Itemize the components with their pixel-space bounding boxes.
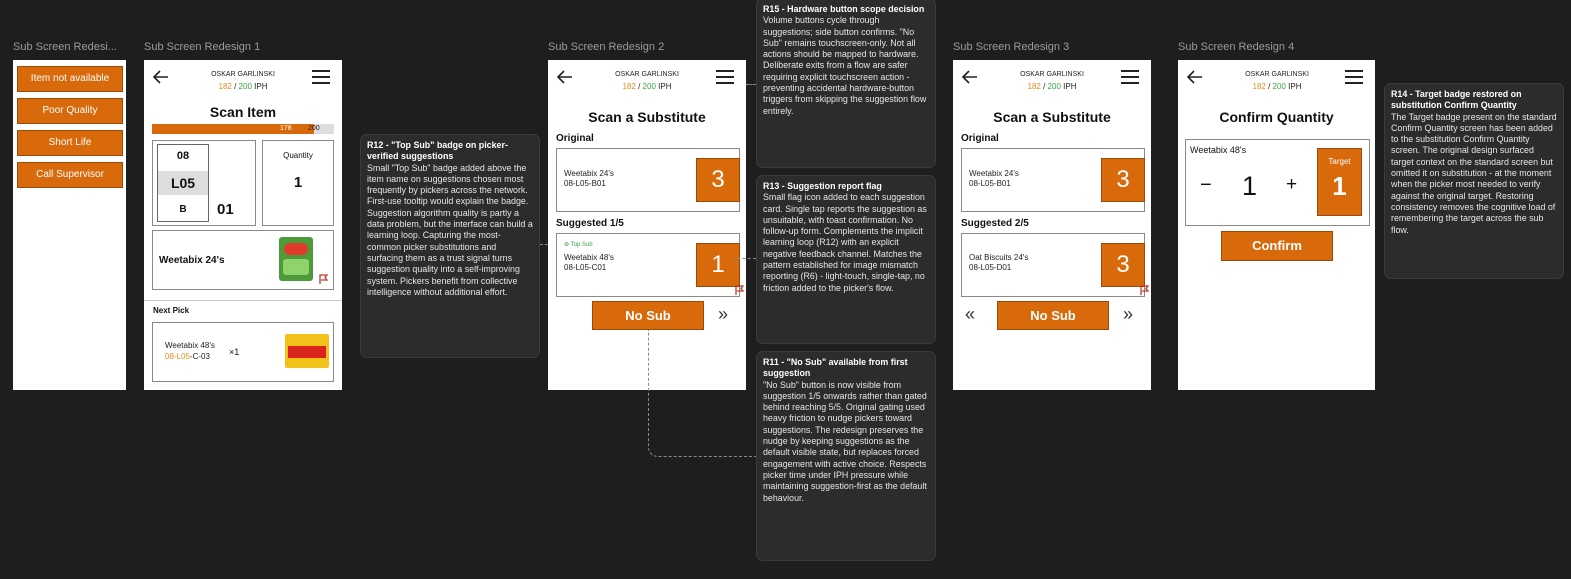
- picker-name: OSKAR GARLINSKI: [615, 71, 679, 78]
- suggested-item-name: Oat Biscuits 24's: [969, 253, 1029, 262]
- progress-bar: [152, 124, 334, 134]
- report-flag-icon[interactable]: [735, 285, 745, 295]
- original-card: [556, 148, 740, 212]
- confirm-button[interactable]: Confirm: [1221, 231, 1333, 261]
- next-item-name: Weetabix 48's: [165, 341, 215, 350]
- original-item-location: 08-L05-B01: [969, 179, 1011, 188]
- scan-substitute-screen-2: [953, 60, 1151, 390]
- reason-item-not-available-button[interactable]: Item not available: [17, 66, 123, 92]
- suggested-qty-badge: 3: [1101, 243, 1145, 287]
- reason-short-life-button[interactable]: Short Life: [17, 130, 123, 156]
- confirm-card: [1185, 139, 1370, 226]
- no-sub-button[interactable]: No Sub: [997, 301, 1109, 330]
- iph-counter: 182 / 200 IPH: [218, 82, 268, 91]
- progress-value: 178: [280, 125, 292, 132]
- original-item-name: Weetabix 24's: [564, 169, 614, 178]
- connector-r11: [648, 330, 757, 457]
- next-item-location: 08-L05-C-03: [165, 352, 210, 361]
- location-box: [152, 140, 256, 226]
- connector-r15: [746, 84, 756, 85]
- page-title: Confirm Quantity: [1219, 109, 1334, 125]
- no-sub-button[interactable]: No Sub: [592, 301, 704, 330]
- page-title: Scan a Substitute: [588, 109, 706, 125]
- suggestion-card[interactable]: [556, 233, 740, 297]
- reasons-screen: [13, 60, 126, 390]
- item-name: Weetabix 24's: [159, 255, 225, 266]
- original-qty-badge: 3: [1101, 158, 1145, 202]
- progress-total: 200: [308, 125, 320, 132]
- menu-icon[interactable]: [312, 70, 330, 84]
- page-title: Scan a Substitute: [993, 109, 1111, 125]
- connector-r13: [732, 258, 756, 259]
- menu-icon[interactable]: [1345, 70, 1363, 84]
- suggested-label: Suggested 2/5: [961, 218, 1029, 229]
- next-suggestion-icon[interactable]: »: [718, 304, 729, 324]
- quantity-value: 1: [1242, 171, 1258, 201]
- product-image: [279, 237, 313, 281]
- iph-counter: 182 / 200 IPH: [1027, 82, 1077, 91]
- decrement-button[interactable]: −: [1200, 174, 1212, 196]
- report-flag-icon[interactable]: [1140, 285, 1150, 295]
- note-r13: R13 - Suggestion report flag Small flag icon added to each suggestion card. Single tap reports the suggestion as unsuitable, with toast confirmation. No follow-up form. Complements the implicit learning loop (R12) with an explicit negative feedback channel. Matches the pattern established for image mismatch reporting (R6) - light-touch, single-tap, no friction added to the picker's flow.: [756, 175, 936, 344]
- iph-counter: 182 / 200 IPH: [1252, 82, 1302, 91]
- next-item-qty: ×1: [229, 347, 240, 357]
- menu-icon[interactable]: [716, 70, 734, 84]
- note-r12: R12 - "Top Sub" badge on picker-verified suggestions Small "Top Sub" badge added above the item name on suggestions chosen most frequently by pickers across the network. First-use tooltip would explain the badge. Suggestion algorithm quality is partly a data problem, but the interface can build a learning loop. Capturing the most-common picker substitutions and surfacing them as a trust signal turns suggestion quality into a self-improving system. Pickers benefit from collective intelligence without additional effort.: [360, 134, 540, 358]
- confirm-item-name: Weetabix 48's: [1190, 145, 1247, 155]
- iph-counter: 182 / 200 IPH: [622, 82, 672, 91]
- report-flag-icon[interactable]: [319, 274, 329, 284]
- frame-label-reasons: Sub Screen Redesi...: [13, 41, 117, 53]
- reason-call-supervisor-button[interactable]: Call Supervisor: [17, 162, 123, 188]
- original-label: Original: [556, 133, 594, 144]
- quantity-box: Quantity 1: [262, 140, 334, 226]
- picker-name: OSKAR GARLINSKI: [1020, 71, 1084, 78]
- back-arrow-icon[interactable]: [152, 68, 170, 86]
- frame-label-screen-3: Sub Screen Redesign 3: [953, 41, 1070, 53]
- note-r15: R15 - Hardware button scope decision Volume buttons cycle through suggestions; side button confirms. "No Sub" remains touchscreen-only. Not all actions should be mapped to hardware. Deliberate exits from a flow are safer requiring explicit touchscreen action - preventing accidental hardware-button triggers from skipping the suggestion flow entirely.: [756, 0, 936, 168]
- suggested-item-location: 08-L05-D01: [969, 263, 1012, 272]
- suggested-item-name: Weetabix 48's: [564, 253, 614, 262]
- back-arrow-icon[interactable]: [961, 68, 979, 86]
- suggested-label: Suggested 1/5: [556, 218, 624, 229]
- next-product-image: [285, 334, 329, 368]
- next-pick-card[interactable]: [152, 322, 334, 382]
- original-qty-badge: 3: [696, 158, 740, 202]
- frame-label-screen-1: Sub Screen Redesign 1: [144, 41, 261, 53]
- item-card[interactable]: [152, 230, 334, 290]
- page-title: Scan Item: [209, 104, 277, 120]
- frame-label-screen-4: Sub Screen Redesign 4: [1178, 41, 1295, 53]
- frame-label-screen-2: Sub Screen Redesign 2: [548, 41, 665, 53]
- top-sub-icon: ⊕: [564, 242, 570, 248]
- original-item-location: 08-L05-B01: [564, 179, 606, 188]
- location-code: 08 L05 B: [157, 144, 209, 222]
- next-pick-label: Next Pick: [153, 306, 190, 315]
- suggestion-card[interactable]: [961, 233, 1145, 297]
- suggested-qty-badge: 1: [696, 243, 740, 287]
- next-suggestion-icon[interactable]: »: [1123, 304, 1134, 324]
- top-sub-badge: ⊕ Top Sub: [564, 242, 593, 248]
- confirm-quantity-screen: [1178, 60, 1375, 390]
- back-arrow-icon[interactable]: [1186, 68, 1204, 86]
- location-slot: 01: [217, 201, 234, 218]
- original-item-name: Weetabix 24's: [969, 169, 1019, 178]
- scan-item-screen: [144, 60, 342, 390]
- divider: [144, 300, 342, 301]
- reason-poor-quality-button[interactable]: Poor Quality: [17, 98, 123, 124]
- original-card: [961, 148, 1145, 212]
- back-arrow-icon[interactable]: [556, 68, 574, 86]
- note-r11: R11 - "No Sub" available from first suggestion "No Sub" button is now visible from suggestion 1/5 onwards rather than gated behind reaching 5/5. Original gating used heavy friction to nudge pickers toward suggestions. The redesign preserves the nudge by keeping suggestions as the default visible state, but replaces forced engagement with active choice. Respects picker time under IPH pressure while maintaining suggestion-first as the default behaviour.: [756, 351, 936, 561]
- previous-suggestion-icon[interactable]: «: [965, 304, 976, 324]
- increment-button[interactable]: +: [1286, 174, 1298, 195]
- note-r14: R14 - Target badge restored on substitution Confirm Quantity The Target badge present on the standard Confirm Quantity screen has been added to the substitution Confirm Quantity screen. The original design surfaced target context on the standard screen but omitted it on substitution - at the moment when the picker most needed to verify against the original target. Restoring consistency removes the cognitive load of remembering the target across the sub flow.: [1384, 83, 1564, 279]
- picker-name: OSKAR GARLINSKI: [211, 71, 275, 78]
- suggested-item-location: 08-L05-C01: [564, 263, 607, 272]
- target-badge: Target 1: [1317, 148, 1362, 216]
- picker-name: OSKAR GARLINSKI: [1245, 71, 1309, 78]
- original-label: Original: [961, 133, 999, 144]
- menu-icon[interactable]: [1121, 70, 1139, 84]
